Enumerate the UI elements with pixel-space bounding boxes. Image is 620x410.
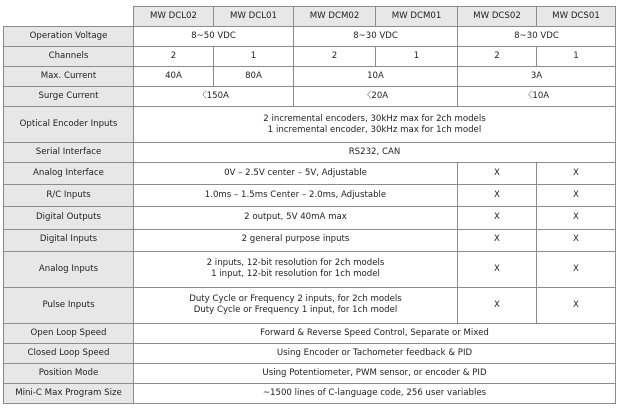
max-current-dcl02-value: 40A — [134, 67, 214, 87]
rc-inputs-dcs02-value: X — [458, 185, 537, 207]
table-row-digital-outputs — [4, 207, 616, 229]
surge-current-dcm-value: 〈20A — [294, 87, 458, 107]
channels-dcm02-value: 2 — [294, 47, 376, 67]
table-row-position-mode — [4, 363, 616, 383]
model-header-mw-dcl02: MW DCL02 — [134, 7, 214, 27]
row-label-position-mode: Position Mode — [4, 363, 134, 383]
header-corner-cell — [4, 7, 134, 27]
model-header-mw-dcm02: MW DCM02 — [294, 7, 376, 27]
closed-loop-speed-value: Using Encoder or Tachometer feedback & PID — [134, 343, 616, 363]
table-row-pulse-inputs — [4, 287, 616, 323]
analog-inputs-1ch-text: 1 input, 12-bit resolution for 1ch model — [211, 269, 380, 280]
analog-inputs-value — [134, 251, 458, 287]
row-label-digital-inputs: Digital Inputs — [4, 229, 134, 251]
digital-inputs-dcs01-value: X — [537, 229, 616, 251]
table-row-program-size — [4, 383, 616, 403]
operation-voltage-dcl-value: 8~50 VDC — [134, 27, 294, 47]
row-label-closed-loop-speed: Closed Loop Speed — [4, 343, 134, 363]
digital-outputs-dcs01-value: X — [537, 207, 616, 229]
channels-dcl01-value: 1 — [214, 47, 294, 67]
channels-dcs01-value: 1 — [537, 47, 616, 67]
channels-dcl02-value: 2 — [134, 47, 214, 67]
digital-outputs-dcs02-value: X — [458, 207, 537, 229]
program-size-value: ~1500 lines of C-language code, 256 user variables — [134, 383, 616, 403]
model-header-mw-dcs02: MW DCS02 — [458, 7, 537, 27]
row-label-max-current: Max. Current — [4, 67, 134, 87]
table-row-analog-inputs — [4, 251, 616, 287]
row-label-surge-current: Surge Current — [4, 87, 134, 107]
row-label-optical-encoder-inputs: Optical Encoder Inputs — [4, 107, 134, 143]
max-current-dcs-value: 3A — [458, 67, 616, 87]
table-row-serial-interface — [4, 143, 616, 163]
max-current-dcm-value: 10A — [294, 67, 458, 87]
optical-encoder-inputs-value — [134, 107, 616, 143]
row-label-pulse-inputs: Pulse Inputs — [4, 287, 134, 323]
analog-inputs-dcs01-value: X — [537, 251, 616, 287]
spec-table — [3, 6, 616, 404]
optical-encoder-1ch-text: 1 incremental encoder, 30kHz max for 1ch model — [267, 124, 482, 135]
table-row-max-current — [4, 67, 616, 87]
table-row-closed-loop-speed — [4, 343, 616, 363]
analog-interface-value: 0V – 2.5V center – 5V, Adjustable — [134, 163, 458, 185]
table-row-optical-encoder-inputs — [4, 107, 616, 143]
table-row-channels — [4, 47, 616, 67]
surge-current-dcs-value: 〈10A — [458, 87, 616, 107]
row-label-channels: Channels — [4, 47, 134, 67]
digital-inputs-dcs02-value: X — [458, 229, 537, 251]
analog-interface-dcs02-value: X — [458, 163, 537, 185]
table-row-open-loop-speed — [4, 323, 616, 343]
row-label-operation-voltage: Operation Voltage — [4, 27, 134, 47]
analog-inputs-dcs02-value: X — [458, 251, 537, 287]
analog-interface-dcs01-value: X — [537, 163, 616, 185]
channels-dcm01-value: 1 — [376, 47, 458, 67]
max-current-dcl01-value: 80A — [214, 67, 294, 87]
operation-voltage-dcs-value: 8~30 VDC — [458, 27, 616, 47]
channels-dcs02-value: 2 — [458, 47, 537, 67]
open-loop-speed-value: Forward & Reverse Speed Control, Separate or Mixed — [134, 323, 616, 343]
pulse-inputs-2ch-text: Duty Cycle or Frequency 2 inputs, for 2ch models — [189, 293, 402, 304]
table-row-surge-current — [4, 87, 616, 107]
table-row-rc-inputs — [4, 185, 616, 207]
row-label-analog-inputs: Analog Inputs — [4, 251, 134, 287]
row-label-open-loop-speed: Open Loop Speed — [4, 323, 134, 343]
serial-interface-value: RS232, CAN — [134, 143, 616, 163]
surge-current-dcl-value: 〈150A — [134, 87, 294, 107]
analog-inputs-2ch-text: 2 inputs, 12-bit resolution for 2ch models — [206, 257, 385, 268]
header-row — [4, 7, 616, 27]
optical-encoder-2ch-text: 2 incremental encoders, 30kHz max for 2ch models — [263, 113, 486, 124]
table-row-digital-inputs — [4, 229, 616, 251]
pulse-inputs-value — [134, 287, 458, 323]
pulse-inputs-dcs02-value: X — [458, 287, 537, 323]
operation-voltage-dcm-value: 8~30 VDC — [294, 27, 458, 47]
table-row-operation-voltage — [4, 27, 616, 47]
pulse-inputs-dcs01-value: X — [537, 287, 616, 323]
row-label-program-size: Mini-C Max Program Size — [4, 383, 134, 403]
row-label-rc-inputs: R/C Inputs — [4, 185, 134, 207]
row-label-serial-interface: Serial Interface — [4, 143, 134, 163]
digital-outputs-value: 2 output, 5V 40mA max — [134, 207, 458, 229]
model-header-mw-dcs01: MW DCS01 — [537, 7, 616, 27]
row-label-analog-interface: Analog Interface — [4, 163, 134, 185]
rc-inputs-dcs01-value: X — [537, 185, 616, 207]
position-mode-value: Using Potentiometer, PWM sensor, or encoder & PID — [134, 363, 616, 383]
rc-inputs-value: 1.0ms – 1.5ms Center – 2.0ms, Adjustable — [134, 185, 458, 207]
digital-inputs-value: 2 general purpose inputs — [134, 229, 458, 251]
model-header-mw-dcm01: MW DCM01 — [376, 7, 458, 27]
pulse-inputs-1ch-text: Duty Cycle or Frequency 1 input, for 1ch model — [193, 305, 398, 316]
row-label-digital-outputs: Digital Outputs — [4, 207, 134, 229]
model-header-mw-dcl01: MW DCL01 — [214, 7, 294, 27]
table-row-analog-interface — [4, 163, 616, 185]
